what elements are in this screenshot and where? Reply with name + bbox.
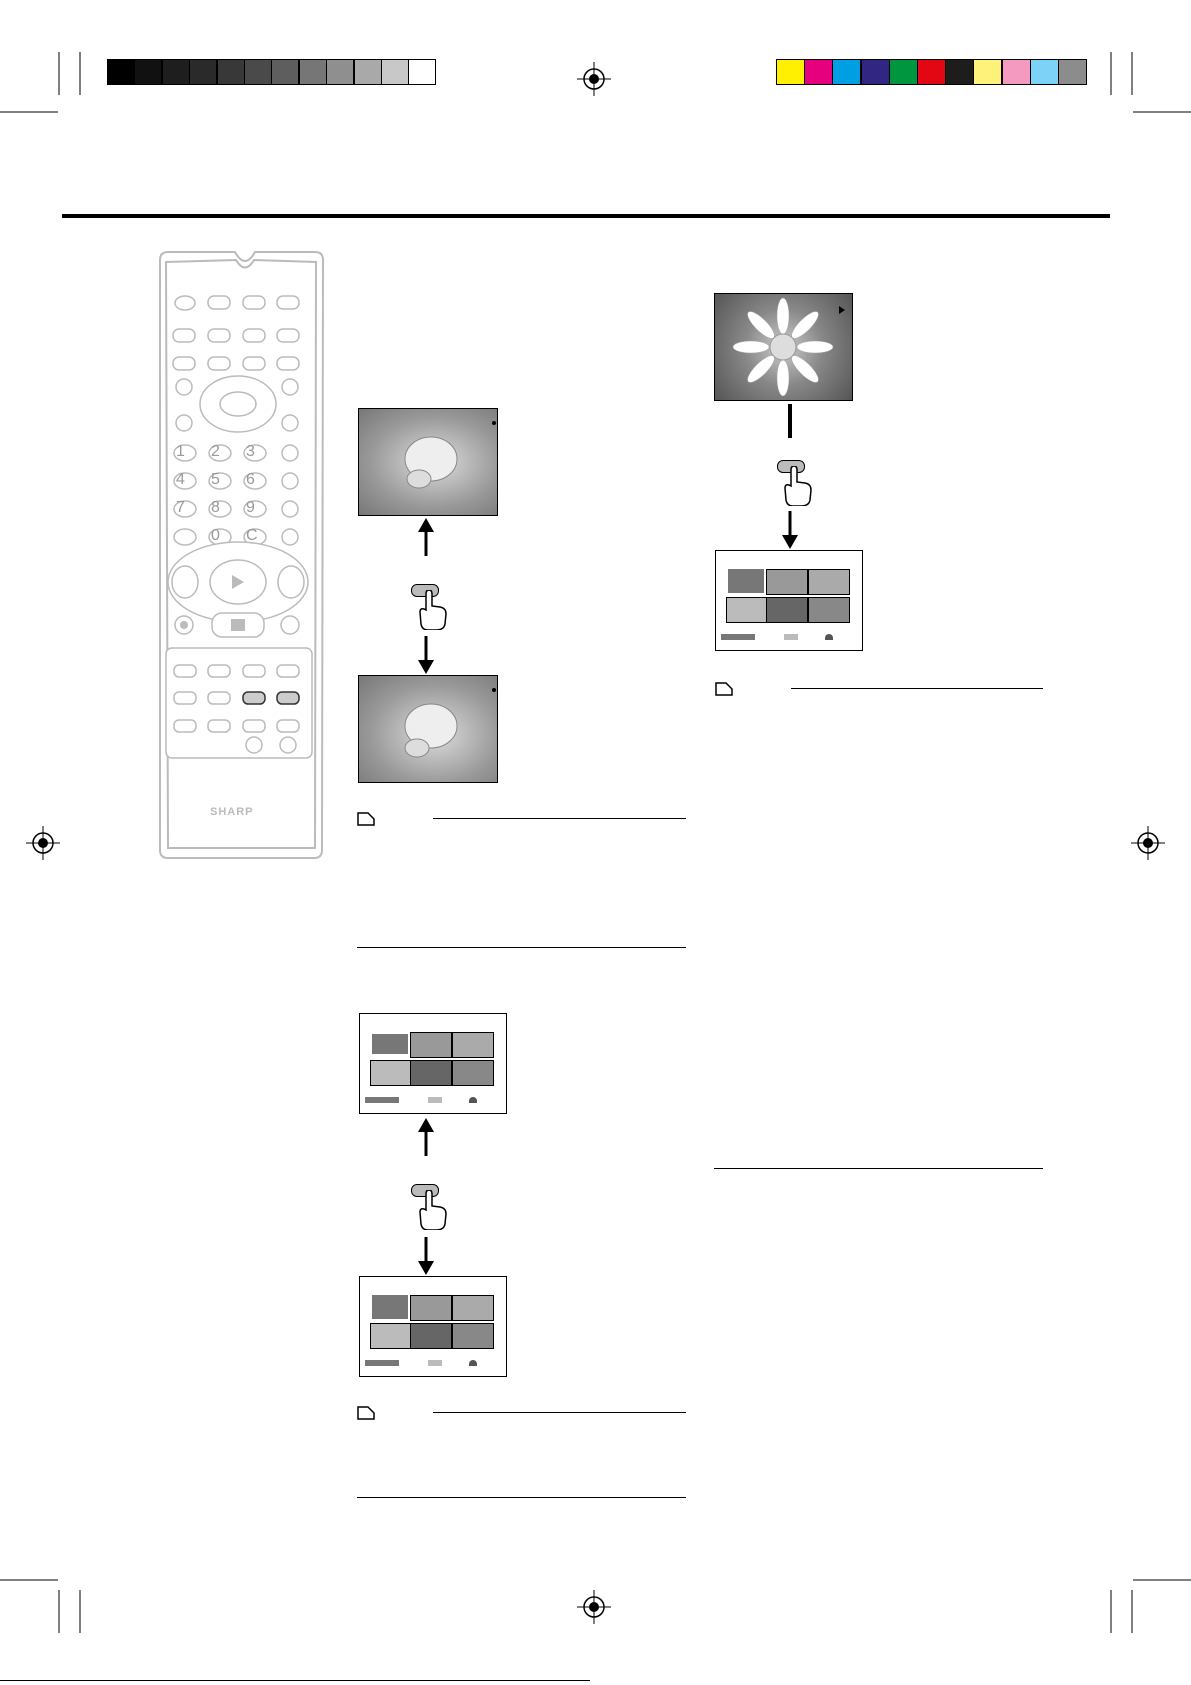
- hand-pointer-icon: [418, 1190, 448, 1230]
- thumbnail-screen: [359, 1013, 507, 1114]
- arrow-up-icon: [416, 1118, 436, 1156]
- thumbnail-screen: [359, 1276, 507, 1377]
- connector-line: [788, 404, 792, 438]
- thumbnail-screen: [715, 550, 863, 651]
- dog-photo-screen: [358, 408, 498, 516]
- registration-mark-icon: [26, 826, 60, 860]
- arrow-up-icon: [416, 518, 436, 556]
- note-icon: [357, 812, 375, 826]
- note-rule: [433, 818, 686, 819]
- registration-mark-icon: [577, 1590, 611, 1624]
- header-rule: [62, 214, 1110, 218]
- remote-brand-logo: SHARP: [210, 806, 254, 818]
- note-rule: [714, 1168, 1043, 1169]
- registration-mark-icon: [1131, 826, 1165, 860]
- note-rule: [357, 1497, 686, 1498]
- footer-rule: [0, 1680, 590, 1681]
- dog-photo-screen: [358, 675, 498, 783]
- note-icon: [715, 682, 733, 696]
- registration-mark-icon: [577, 62, 611, 96]
- arrow-down-icon: [416, 636, 436, 674]
- remote-control-illustration: [150, 250, 330, 860]
- note-rule: [791, 688, 1043, 689]
- arrow-down-icon: [780, 511, 800, 549]
- flower-photo-screen: [714, 293, 853, 401]
- hand-pointer-icon: [783, 466, 813, 506]
- note-icon: [357, 1406, 375, 1420]
- arrow-down-icon: [416, 1237, 436, 1275]
- note-rule: [433, 1412, 686, 1413]
- hand-pointer-icon: [418, 590, 448, 630]
- note-rule: [357, 947, 686, 948]
